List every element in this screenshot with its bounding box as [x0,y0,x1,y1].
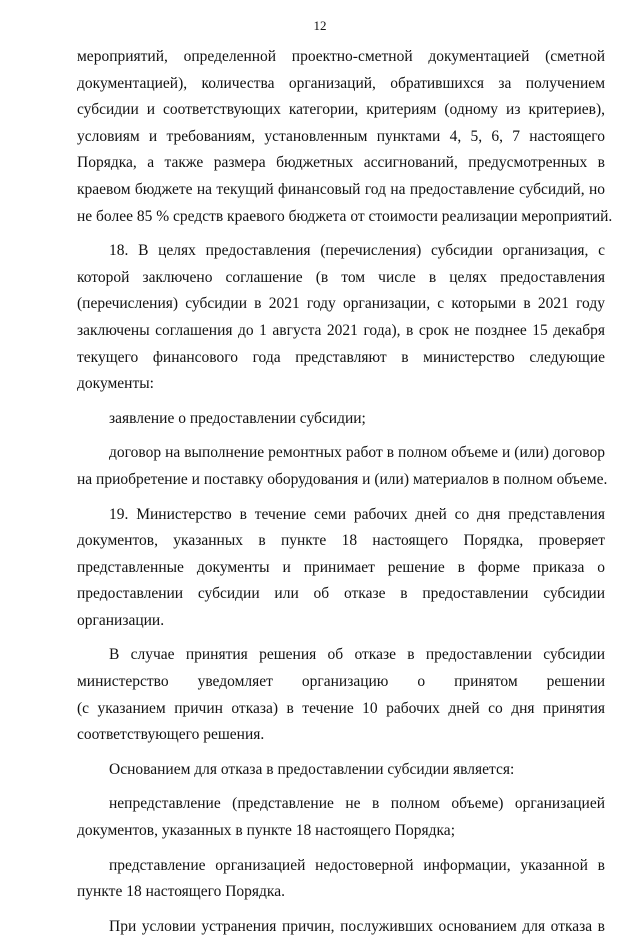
text-line: условиям и требованиям, установленным пунктами 4, 5, 6, 7 настоящего [77,127,605,145]
text-line: на приобретение и поставку оборудования и (или) материалов в полном объеме. [77,470,608,488]
text-line: мероприятий, определенной проектно-сметной документацией (сметной [77,48,605,65]
text-line: предоставлении субсидии или об отказе в предоставлении субсидии [77,585,605,603]
text-line: пункте 18 настоящего Порядка. [77,883,285,901]
text-line: соответствующего решения. [77,726,265,744]
paragraph [77,914,605,940]
paragraph [77,440,608,493]
text-line: (с указанием причин отказа) в течение 10 рабочих дней со дня принятия [77,699,605,717]
text-line: текущего финансового года представляют в министерство следующие [77,348,605,366]
text-line: В случае принятия решения об отказе в предоставлении субсидии [109,646,605,664]
text-line: министерство уведомляет организацию о принятом решении [77,673,605,691]
text-line: организации. [77,611,165,629]
page-number: 12 [313,18,327,33]
text-line: 18. В целях предоставления (перечисления) субсидии организация, с [109,242,605,260]
text-line: краевом бюджете на текущий финансовый год на предоставление субсидий, но [77,180,605,198]
text-line: договор на выполнение ремонтных работ в полном объеме и (или) договор [109,444,605,462]
paragraph [77,791,605,844]
text-line: Порядка, а также размера бюджетных ассигнований, предусмотренных в [77,154,605,172]
text-line: непредставление (представление не в полном объеме) организацией [109,795,605,813]
text-line: документы: [77,375,154,393]
text-line: представленные документы и принимает решение в форме приказа о [77,558,605,576]
text-line: заключены соглашения до 1 августа 2021 года), в срок не позднее 15 декабря [77,321,605,339]
text-line: (перечисления) субсидии в 2021 году организации, с которыми в 2021 году [77,295,605,313]
text-line: документацией), количества организаций, обратившихся за получением [77,74,605,92]
text-line: субсидии и соответствующих категории, критериям (одному из критериев), [77,101,605,119]
text-line: заявление о предоставлении субсидии; [109,409,366,427]
paragraph [77,853,605,906]
paragraph [77,238,605,398]
document-body [77,44,613,940]
paragraph [77,502,605,635]
text-line: При условии устранения причин, послуживших основанием для отказа в [109,917,605,935]
paragraph [77,44,613,230]
text-line: документов, указанных в пункте 18 настоящего Порядка, проверяет [77,532,605,550]
text-line: документов, указанных в пункте 18 настоящего Порядка; [77,822,455,840]
text-line: которой заключено соглашение (в том числе в целях предоставления [77,268,605,286]
text-line: не более 85 % средств краевого бюджета от стоимости реализации мероприятий. [77,207,613,225]
text-line: 19. Министерство в течение семи рабочих дней со дня представления [109,505,605,523]
paragraph [77,406,605,433]
text-line: Основанием для отказа в предоставлении субсидии является: [109,760,515,778]
paragraph [77,642,605,748]
text-line: представление организацией недостоверной информации, указанной в [109,856,605,874]
paragraph [77,757,605,784]
